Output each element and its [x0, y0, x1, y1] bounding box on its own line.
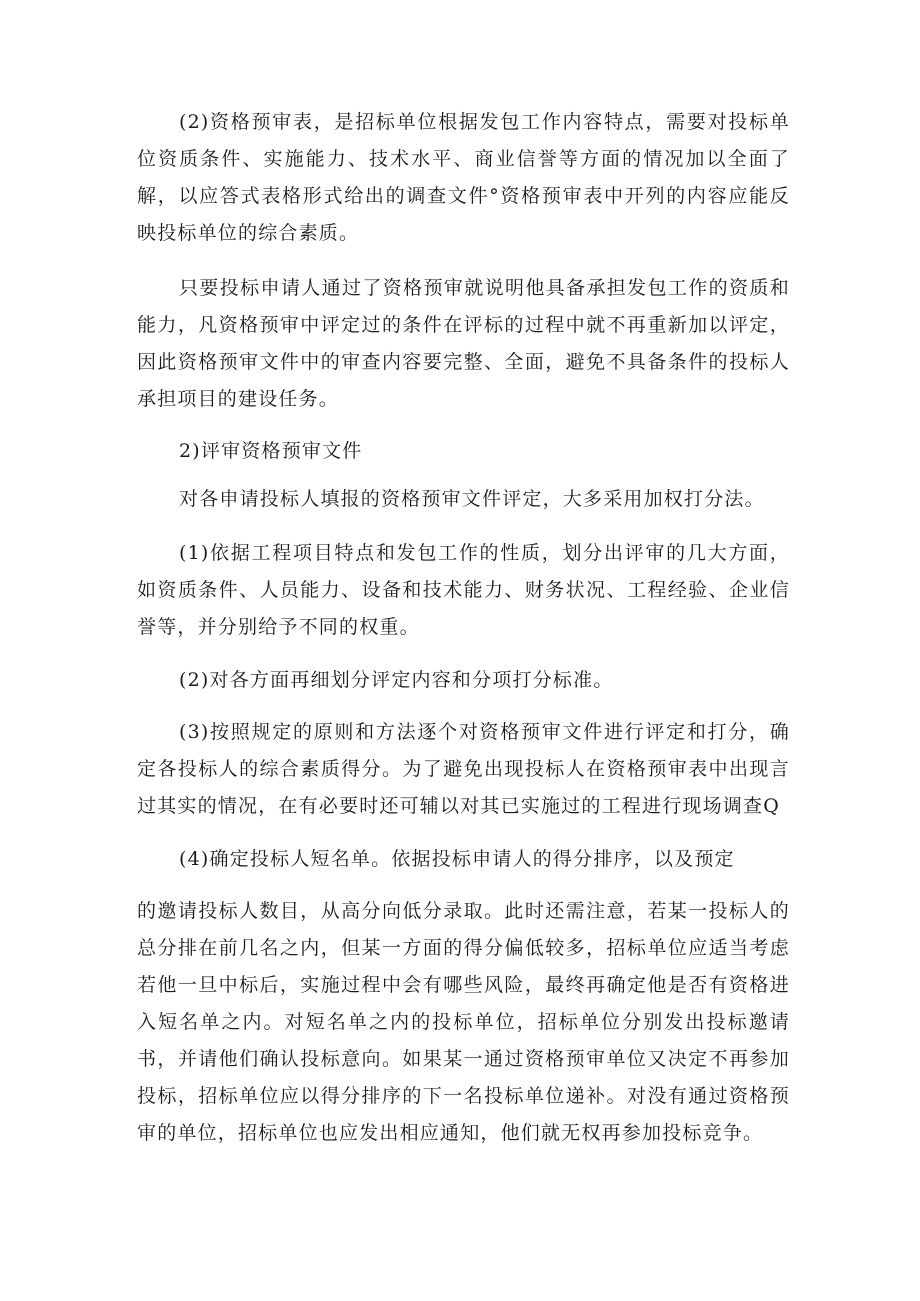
list-item-4-shortlist: (4)确定投标人短名单。依据投标申请人的得分排序，以及预定 — [179, 848, 735, 870]
paragraph-weighted-scoring: 对各申请投标人填报的资格预审文件评定，大多采用加权打分法。 — [179, 488, 765, 510]
list-item-1-divide-aspects: (1)依据工程项目特点和发包工作的性质，划分出评审的几大方面，如资质条件、人员能力、设备和技术能力、财务状况、工程经验、企业信誉等，并分别给予不同的权重。 — [137, 542, 790, 638]
paragraph-prequalification-form: (2)资格预审表，是招标单位根据发包工作内容特点，需要对投标单位资质条件、实施能力、技术水平、商业信誉等方面的情况加以全面了解，以应答式表格形式给出的调查文件°资格预审表中开列的内容应能反映投标单位的综合素质。 — [137, 111, 790, 244]
list-item-2-scoring-standard: (2)对各方面再细划分评定内容和分项打分标准。 — [179, 669, 614, 691]
section-heading-review-documents: 2)评审资格预审文件 — [179, 440, 363, 462]
list-item-3-evaluate-score: (3)按照规定的原则和方法逐个对资格预审文件进行评定和打分，确定各投标人的综合素质得分。为了避免出现投标人在资格预审表中出现言过其实的情况，在有必要时还可辅以对其已实施过的工程进行现场调查Q — [137, 721, 790, 817]
paragraph-applicant-qualification: 只要投标申请人通过了资格预审就说明他具备承担发包工作的资质和能力，凡资格预审中评定过的条件在评标的过程中就不再重新加以评定，因此资格预审文件中的审查内容要完整、全面，避免不具备条件的投标人承担项目的建设任务。 — [137, 277, 790, 410]
paragraph-shortlist-continuation: 的邀请投标人数目，从高分向低分录取。此时还需注意，若某一投标人的总分排在前几名之内，但某一方面的得分偏低较多，招标单位应适当考虑若他一旦中标后，实施过程中会有哪些风险，最终再确定他是否有资格进入短名单之内。对短名单之内的投标单位，招标单位分别发出投标邀请书，并请他们确认投标意向。如果某一通过资格预审单位又决定不再参加投标，招标单位应以得分排序的下一名投标单位递补。对没有通过资格预审的单位，招标单位也应发出相应通知，他们就无权再参加投标竞争。 — [137, 900, 790, 1144]
